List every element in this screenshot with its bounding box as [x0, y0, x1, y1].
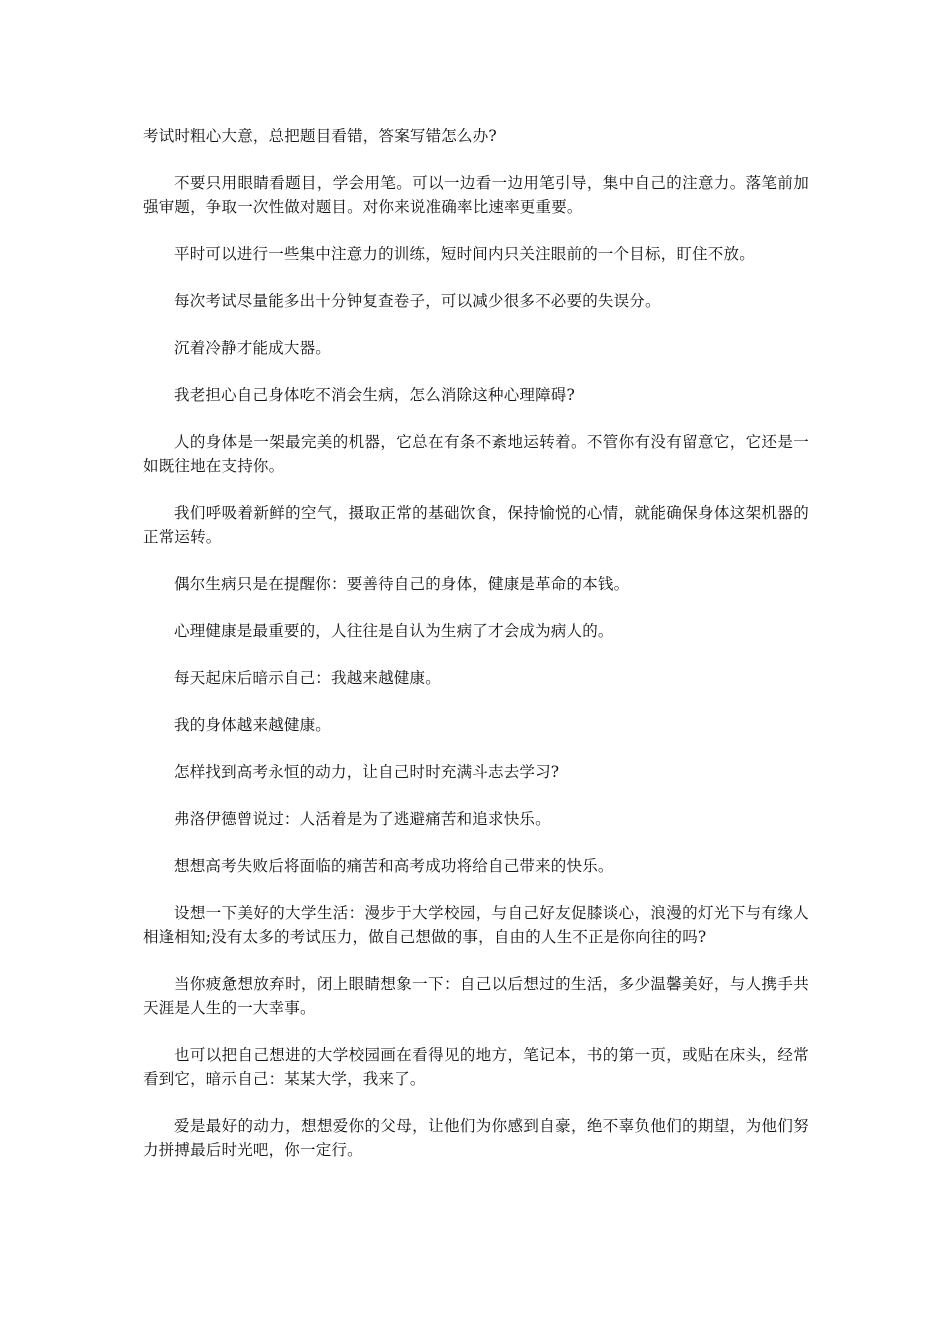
paragraph: 弗洛伊德曾说过：人活着是为了逃避痛苦和追求快乐。	[174, 810, 551, 828]
paragraph: 我们呼吸着新鲜的空气，摄取正常的基础饮食，保持愉悦的心情，就能确保身体这架机器的正常运转。	[143, 504, 809, 546]
paragraph: 想想高考失败后将面临的痛苦和高考成功将给自己带来的快乐。	[174, 857, 614, 875]
paragraph: 心理健康是最重要的，人往往是自认为生病了才会成为病人的。	[174, 622, 614, 640]
paragraph: 每天起床后暗示自己：我越来越健康。	[174, 669, 441, 687]
paragraph: 沉着冷静才能成大器。	[174, 339, 332, 357]
paragraph: 我的身体越来越健康。	[174, 716, 332, 734]
paragraph: 不要只用眼睛看题目，学会用笔。可以一边看一边用笔引导，集中自己的注意力。落笔前加强审题，争取一次性做对题目。对你来说准确率比速率更重要。	[143, 174, 809, 216]
paragraph: 每次考试尽量能多出十分钟复查卷子，可以减少很多不必要的失误分。	[174, 292, 661, 310]
paragraph: 爱是最好的动力，想想爱你的父母，让他们为你感到自豪，绝不辜负他们的期望，为他们努力拼搏最后时光吧，你一定行。	[143, 1117, 809, 1159]
paragraph: 人的身体是一架最完美的机器，它总在有条不紊地运转着。不管你有没有留意它，它还是一如既往地在支持你。	[143, 433, 809, 475]
document-body	[143, 124, 809, 1185]
paragraph: 偶尔生病只是在提醒你：要善待自己的身体，健康是革命的本钱。	[174, 575, 630, 593]
paragraph: 设想一下美好的大学生活：漫步于大学校园，与自己好友促膝谈心，浪漫的灯光下与有缘人相逢相知;没有太多的考试压力，做自己想做的事，自由的人生不正是你向往的吗?	[143, 904, 809, 946]
paragraph: 也可以把自己想进的大学校园画在看得见的地方，笔记本，书的第一页，或贴在床头，经常看到它，暗示自己：某某大学，我来了。	[143, 1046, 809, 1088]
paragraph: 平时可以进行一些集中注意力的训练，短时间内只关注眼前的一个目标，盯住不放。	[174, 245, 755, 263]
paragraph-question-2: 我老担心自己身体吃不消会生病，怎么消除这种心理障碍?	[174, 386, 576, 404]
paragraph: 当你疲惫想放弃时，闭上眼睛想象一下：自己以后想过的生活，多少温馨美好，与人携手共天涯是人生的一大幸事。	[143, 975, 809, 1017]
paragraph-question-1: 考试时粗心大意，总把题目看错，答案写错怎么办?	[143, 127, 497, 145]
paragraph-question-3: 怎样找到高考永恒的动力，让自己时时充满斗志去学习?	[174, 763, 560, 781]
